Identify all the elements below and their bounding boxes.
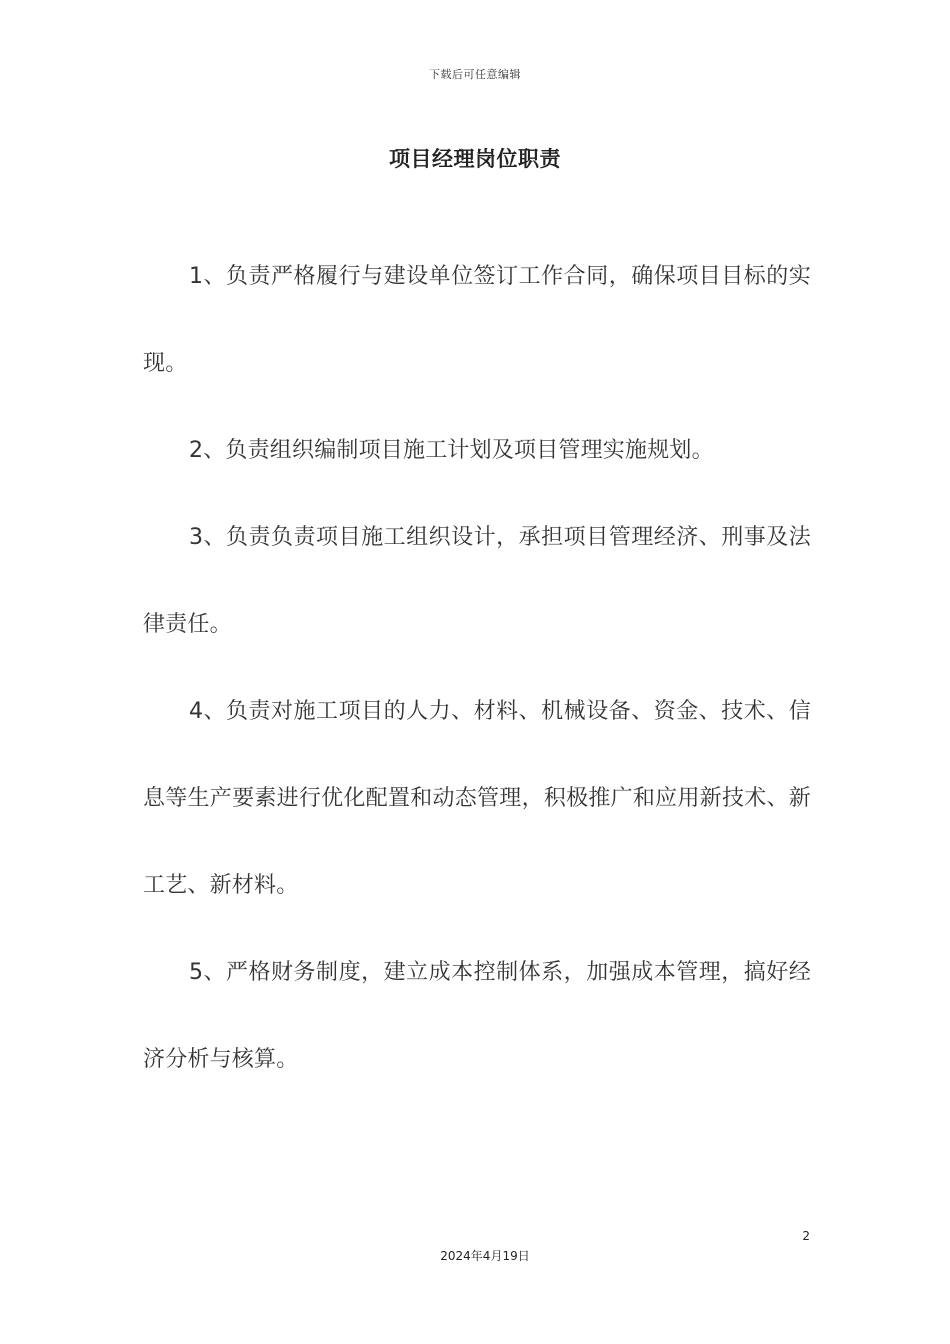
paragraph-5: 5、严格财务制度，建立成本控制体系，加强成本管理，搞好经济分析与核算。: [143, 960, 811, 1072]
footer-date: 2024年4月19日: [440, 1249, 530, 1263]
paragraph-2: 2、负责组织编制项目施工计划及项目管理实施规划。: [189, 438, 714, 463]
paragraph-3: 3、负责负责项目施工组织设计，承担项目管理经济、刑事及法律责任。: [143, 525, 811, 637]
page-number: 2: [802, 1229, 810, 1243]
paragraph-4: 4、负责对施工项目的人力、材料、机械设备、资金、技术、信息等生产要素进行优化配置和动态管理，积极推广和应用新技术、新工艺、新材料。: [143, 699, 811, 898]
header-note: 下载后可任意编辑: [429, 68, 521, 81]
document-title: 项目经理岗位职责: [389, 147, 561, 171]
paragraph-1: 1、负责严格履行与建设单位签订工作合同，确保项目目标的实现。: [143, 264, 811, 376]
document-body: [143, 233, 811, 1103]
